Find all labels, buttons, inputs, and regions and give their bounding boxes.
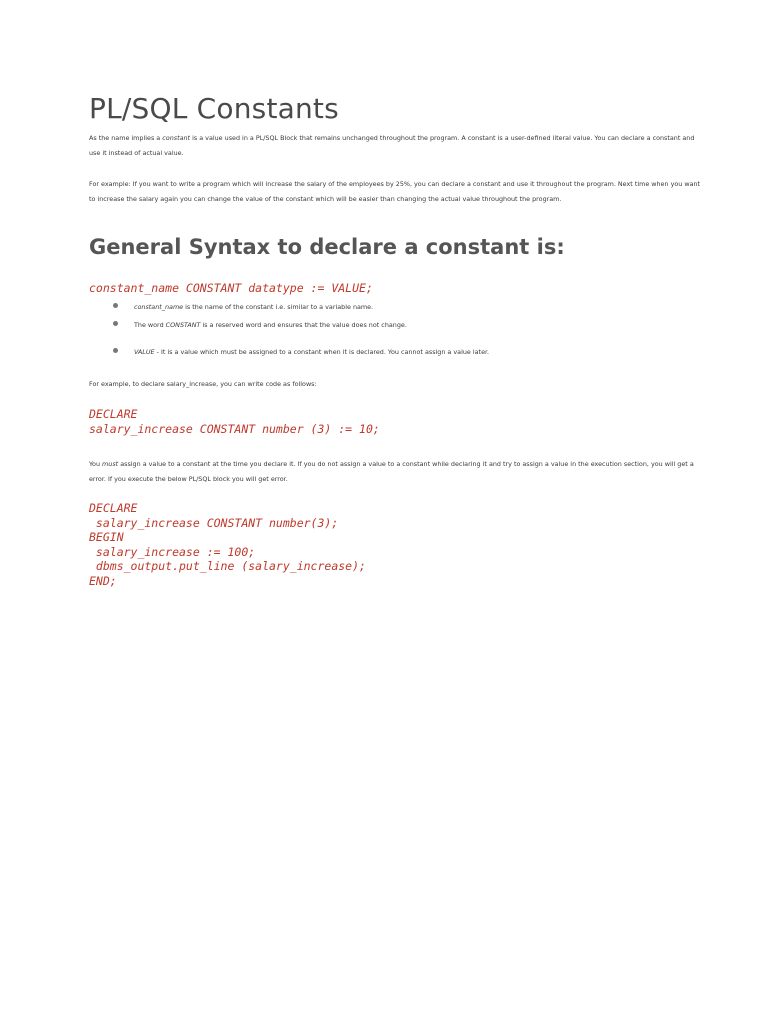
- list-item-text: [134, 301, 373, 313]
- intro-text-1: As the name implies a: [89, 134, 163, 142]
- para3-text-1: You: [89, 460, 103, 468]
- list-item-term: constant_name: [134, 303, 184, 311]
- must-assign-paragraph: [89, 457, 701, 487]
- list-item-prefix: The word: [134, 321, 166, 329]
- list-item-text: [134, 319, 407, 331]
- page-title: PL/SQL Constants: [89, 92, 339, 125]
- list-item-description: - It is a value which must be assigned to a constant when it is declared. You cannot assign a value later.: [154, 348, 490, 356]
- code-block-error-example: DECLARE salary_increase CONSTANT number(3); BEGIN salary_increase := 100; dbms_output.put_line (salary_increase); END;: [89, 501, 366, 588]
- intro-paragraph: [89, 131, 701, 161]
- list-item-description: is a reserved word and ensures that the value does not change.: [200, 321, 407, 329]
- example-paragraph-2: For example, to declare salary_increase, you can write code as follows:: [89, 380, 317, 388]
- section-heading: General Syntax to declare a constant is:: [89, 235, 565, 259]
- bullet-icon: [113, 303, 118, 308]
- para3-emphasis: must: [102, 460, 119, 468]
- intro-text-2: is a value used in a PL/SQL Block that remains unchanged throughout the program. A constant is a user-defined literal value. You can declare a constant and use it instead of actual value.: [89, 134, 695, 157]
- example-paragraph-1: For example: If you want to write a program which will increase the salary of the employees by 25%, you can declare a constant and use it throughout the program. Next time when you want to increase the salary again you can change the value of the constant which will be easier than changing the actual value throughout the program.: [89, 180, 701, 203]
- list-item-description: is the name of the constant i.e. similar to a variable name.: [183, 303, 374, 311]
- intro-emphasis: constant: [162, 134, 191, 142]
- bullet-icon: [113, 321, 118, 326]
- list-item-text: [134, 346, 489, 358]
- list-item-term: VALUE: [134, 348, 155, 356]
- syntax-code-line: constant_name CONSTANT datatype := VALUE;: [89, 281, 373, 295]
- list-item-term: CONSTANT: [165, 321, 201, 329]
- code-block-declare: DECLARE salary_increase CONSTANT number (3) := 10;: [89, 407, 380, 436]
- para3-text-2: assign a value to a constant at the time you declare it. If you do not assign a value to a constant while declaring it and try to assign a value in the execution section, you will get a error. If you execute the below PL/SQL block you will get error.: [89, 460, 694, 483]
- bullet-icon: [113, 348, 118, 353]
